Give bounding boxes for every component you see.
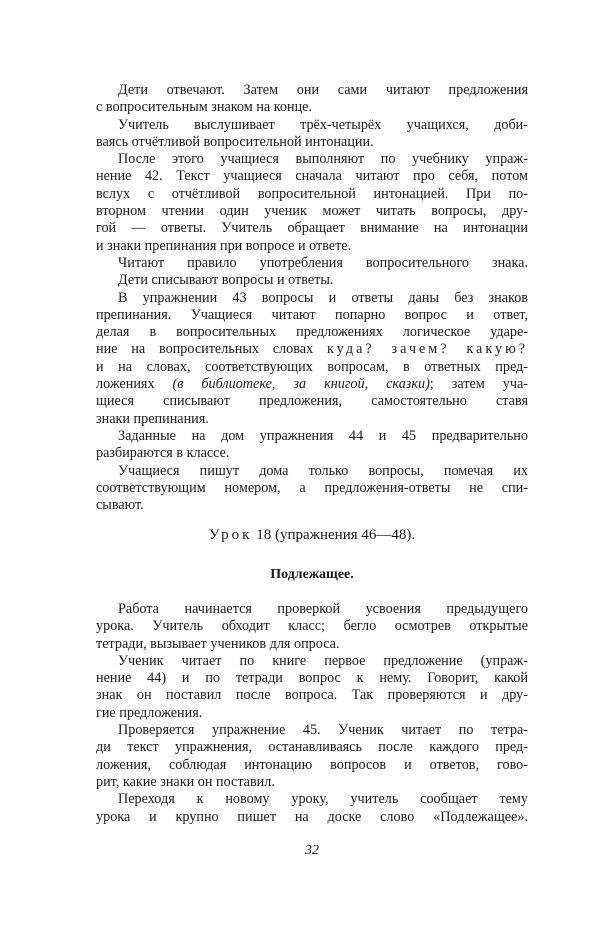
section-heading: Подлежащее. bbox=[270, 567, 354, 582]
paragraph-line: Переходя к новому уроку, учитель сообщает тему bbox=[118, 791, 528, 808]
top-text-block bbox=[96, 82, 528, 514]
italic-example: (в библиотеке, за книгой, сказки) bbox=[172, 376, 430, 393]
paragraph-line: Дети отвечают. Затем они сами читают предложения bbox=[118, 82, 528, 98]
paragraph-line: щиеся списывают предложения, самостоятельно ставя bbox=[96, 393, 528, 410]
paragraph-line: вслух с отчётливой вопросительной интонацией. При по- bbox=[96, 185, 528, 202]
paragraph-line bbox=[96, 341, 528, 358]
paragraph-line: и знаки препинания при вопросе и ответе. bbox=[96, 237, 352, 254]
paragraph-line: Учитель выслушивает трёх-четырёх учащихся, доби- bbox=[118, 116, 528, 133]
paragraph-line: тетради, вызывает учеников для опроса. bbox=[96, 635, 340, 652]
paragraph-line: с вопросительным знаком на конце. bbox=[96, 99, 313, 116]
paragraph-line: нение 42. Текст учащиеся сначала читают про себя, потом bbox=[96, 168, 528, 185]
paragraph-line: урока. Учитель обходит класс; бегло осмотрев открытые bbox=[96, 618, 528, 635]
page-number: 32 bbox=[305, 843, 319, 858]
paragraph-line: Работа начинается проверкой усвоения предыдущего bbox=[118, 601, 528, 617]
paragraph-line: знаки препинания. bbox=[96, 410, 209, 427]
paragraph-line: Учащиеся пишут дома только вопросы, помечая их bbox=[118, 462, 528, 479]
paragraph-line: Заданные на дом упражнения 44 и 45 предварительно bbox=[118, 427, 528, 444]
paragraph-line: ди текст упражнения, останавливаясь после каждого пред- bbox=[96, 739, 528, 756]
paragraph-line: делая в вопросительных предложениях логическое ударе- bbox=[96, 324, 528, 341]
paragraph-line: После этого учащиеся выполняют по учебнику упраж- bbox=[118, 151, 528, 168]
paragraph-line: соответствующим номером, а предложения-ответы не спи- bbox=[96, 479, 528, 496]
line-text: ложениях bbox=[96, 376, 173, 393]
paragraph-line: гие предложения. bbox=[96, 704, 203, 721]
paragraph-line: ложения, соблюдая интонацию вопросов и ответов, гово- bbox=[96, 756, 528, 773]
paragraph-line: ваясь отчётливой вопросительной интонации. bbox=[96, 133, 374, 150]
paragraph-line: препинания. Учащиеся читают попарно вопрос и ответ, bbox=[96, 306, 528, 323]
lesson-heading-word: Урок bbox=[208, 527, 253, 543]
paragraph-line: нение 44) и по тетради вопрос к нему. Говорит, какой bbox=[96, 670, 528, 687]
bottom-text-block bbox=[96, 601, 528, 826]
paragraph-line: гой — ответы. Учитель обращает внимание на интонации bbox=[96, 220, 528, 237]
paragraph-line: разбираются в классе. bbox=[96, 445, 230, 462]
paragraph-line: Дети списывают вопросы и ответы. bbox=[118, 272, 334, 289]
paragraph-line: урока и крупно пишет на доске слово «Подлежащее». bbox=[96, 808, 528, 825]
line-text: ; затем уча- bbox=[429, 376, 528, 393]
emphasized-words: куда? зачем? какую? bbox=[326, 341, 529, 358]
paragraph-line: сывают. bbox=[96, 497, 144, 514]
paragraph-line: знак он поставил после вопроса. Так проверяются и дру- bbox=[96, 687, 528, 704]
paragraph-line: В упражнении 43 вопросы и ответы даны без знаков bbox=[118, 289, 528, 306]
lesson-heading-rest: 18 (упражнения 46—48). bbox=[252, 527, 416, 543]
paragraph-line bbox=[96, 376, 528, 393]
lesson-heading bbox=[96, 527, 528, 544]
line-text: ние на вопросительных словах bbox=[96, 341, 327, 358]
paragraph-line: Читают правило употребления вопросительного знака. bbox=[118, 254, 528, 271]
paragraph-line: Ученик читает по книге первое предложение (упраж- bbox=[118, 652, 528, 669]
paragraph-line: рит, какие знаки он поставил. bbox=[96, 773, 275, 790]
paragraph-line: вторном чтении один ученик может читать вопросы, дру- bbox=[96, 203, 528, 220]
paragraph-line: Проверяется упражнение 45. Ученик читает по тетра- bbox=[118, 722, 528, 739]
paragraph-line: и на словах, соответствующих вопросам, в ответных пред- bbox=[96, 358, 528, 375]
